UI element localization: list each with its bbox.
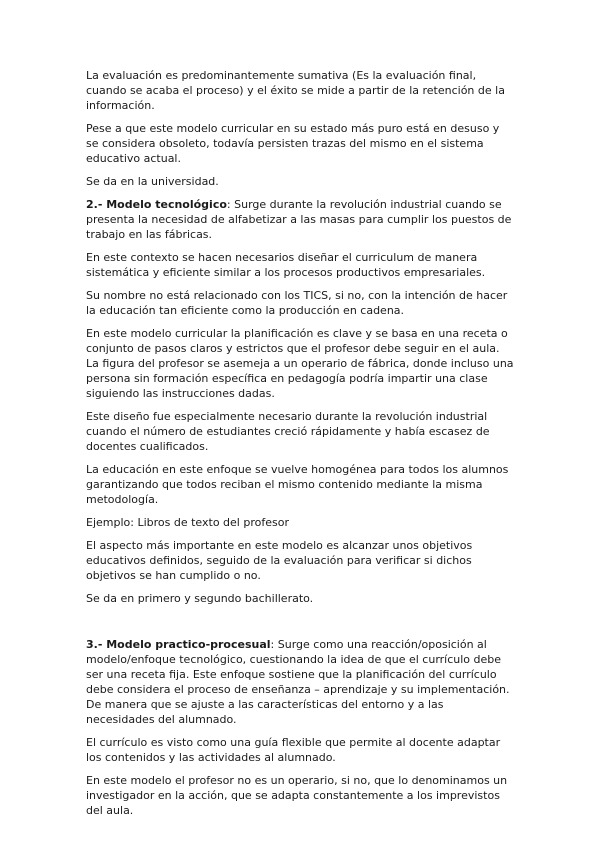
section2-paragraph: Su nombre no está relacionado con los TICS, si no, con la intención de hacer la educación tan eficiente como la producción en cadena. (86, 289, 508, 317)
section2-example: Ejemplo: Libros de texto del profesor (86, 516, 289, 529)
paragraph-obsolete: Pese a que este modelo curricular en su estado más puro está en desuso y se considera obsoleto, todavía persisten trazas del mismo en el sistema educativo actual. (86, 122, 500, 165)
section2-paragraph: El aspecto más importante en este modelo es alcanzar unos objetivos educativos definidos, seguido de la evaluación para verificar si dichos objetivos se han cumplido o no. (86, 539, 473, 582)
section3-paragraph: El currículo es visto como una guía flexible que permite al docente adaptar los contenidos y las actividades al alumnado. (86, 736, 501, 764)
section2-intro-text: : Surge durante la revolución industrial cuando se presenta la necesidad de alfabetizar a las masas para cumplir los puestos de trabajo en las fábricas. (86, 198, 512, 241)
paragraph-evaluation: La evaluación es predominantemente sumativa (Es la evaluación final, cuando se acaba el proceso) y el éxito se mide a partir de la retención de la información. (86, 69, 505, 112)
section2-paragraph: Este diseño fue especialmente necesario durante la revolución industrial cuando el número de estudiantes creció rápidamente y había escasez de docentes cualificados. (86, 410, 490, 453)
section2-paragraph: Se da en primero y segundo bachillerato. (86, 592, 314, 605)
section3-paragraph: En este modelo el profesor no es un operario, si no, que lo denominamos un investigador en la acción, que se adapta constantemente a los imprevistos del aula. (86, 774, 508, 817)
section-gap (86, 614, 514, 637)
section3-intro-text: : Surge como una reacción/oposición al modelo/enfoque tecnológico, cuestionando la idea de que el currículo debe ser una receta fija. Este enfoque sostiene que la planificación del currículo debe considera el proceso de enseñanza – aprendizaje y su implementación. De manera que se ajuste a las características del entorno y a las necesidades del alumnado. (86, 638, 510, 726)
document-page (86, 68, 514, 826)
section2-paragraph: La educación en este enfoque se vuelve homogénea para todos los alumnos garantizando que todos reciban el mismo contenido mediante la misma metodología. (86, 463, 509, 506)
section2-intro (86, 197, 514, 242)
section3-heading: 3.- Modelo practico-procesual (86, 638, 271, 651)
section2-paragraph: En este contexto se hacen necesarios diseñar el curriculum de manera sistemática y eficiente similar a los procesos productivos empresariales. (86, 251, 486, 279)
section2-heading: 2.- Modelo tecnológico (86, 198, 227, 211)
section2-paragraph: En este modelo curricular la planificación es clave y se basa en una receta o conjunto de pasos claros y estrictos que el profesor debe seguir en el aula. La figura del profesor se asemeja a un operario de fábrica, donde incluso una persona sin formación específica en pedagogía podría impartir una clase siguiendo las instrucciones dadas. (86, 327, 514, 400)
section3-intro (86, 637, 514, 727)
paragraph-university: Se da en la universidad. (86, 175, 219, 188)
